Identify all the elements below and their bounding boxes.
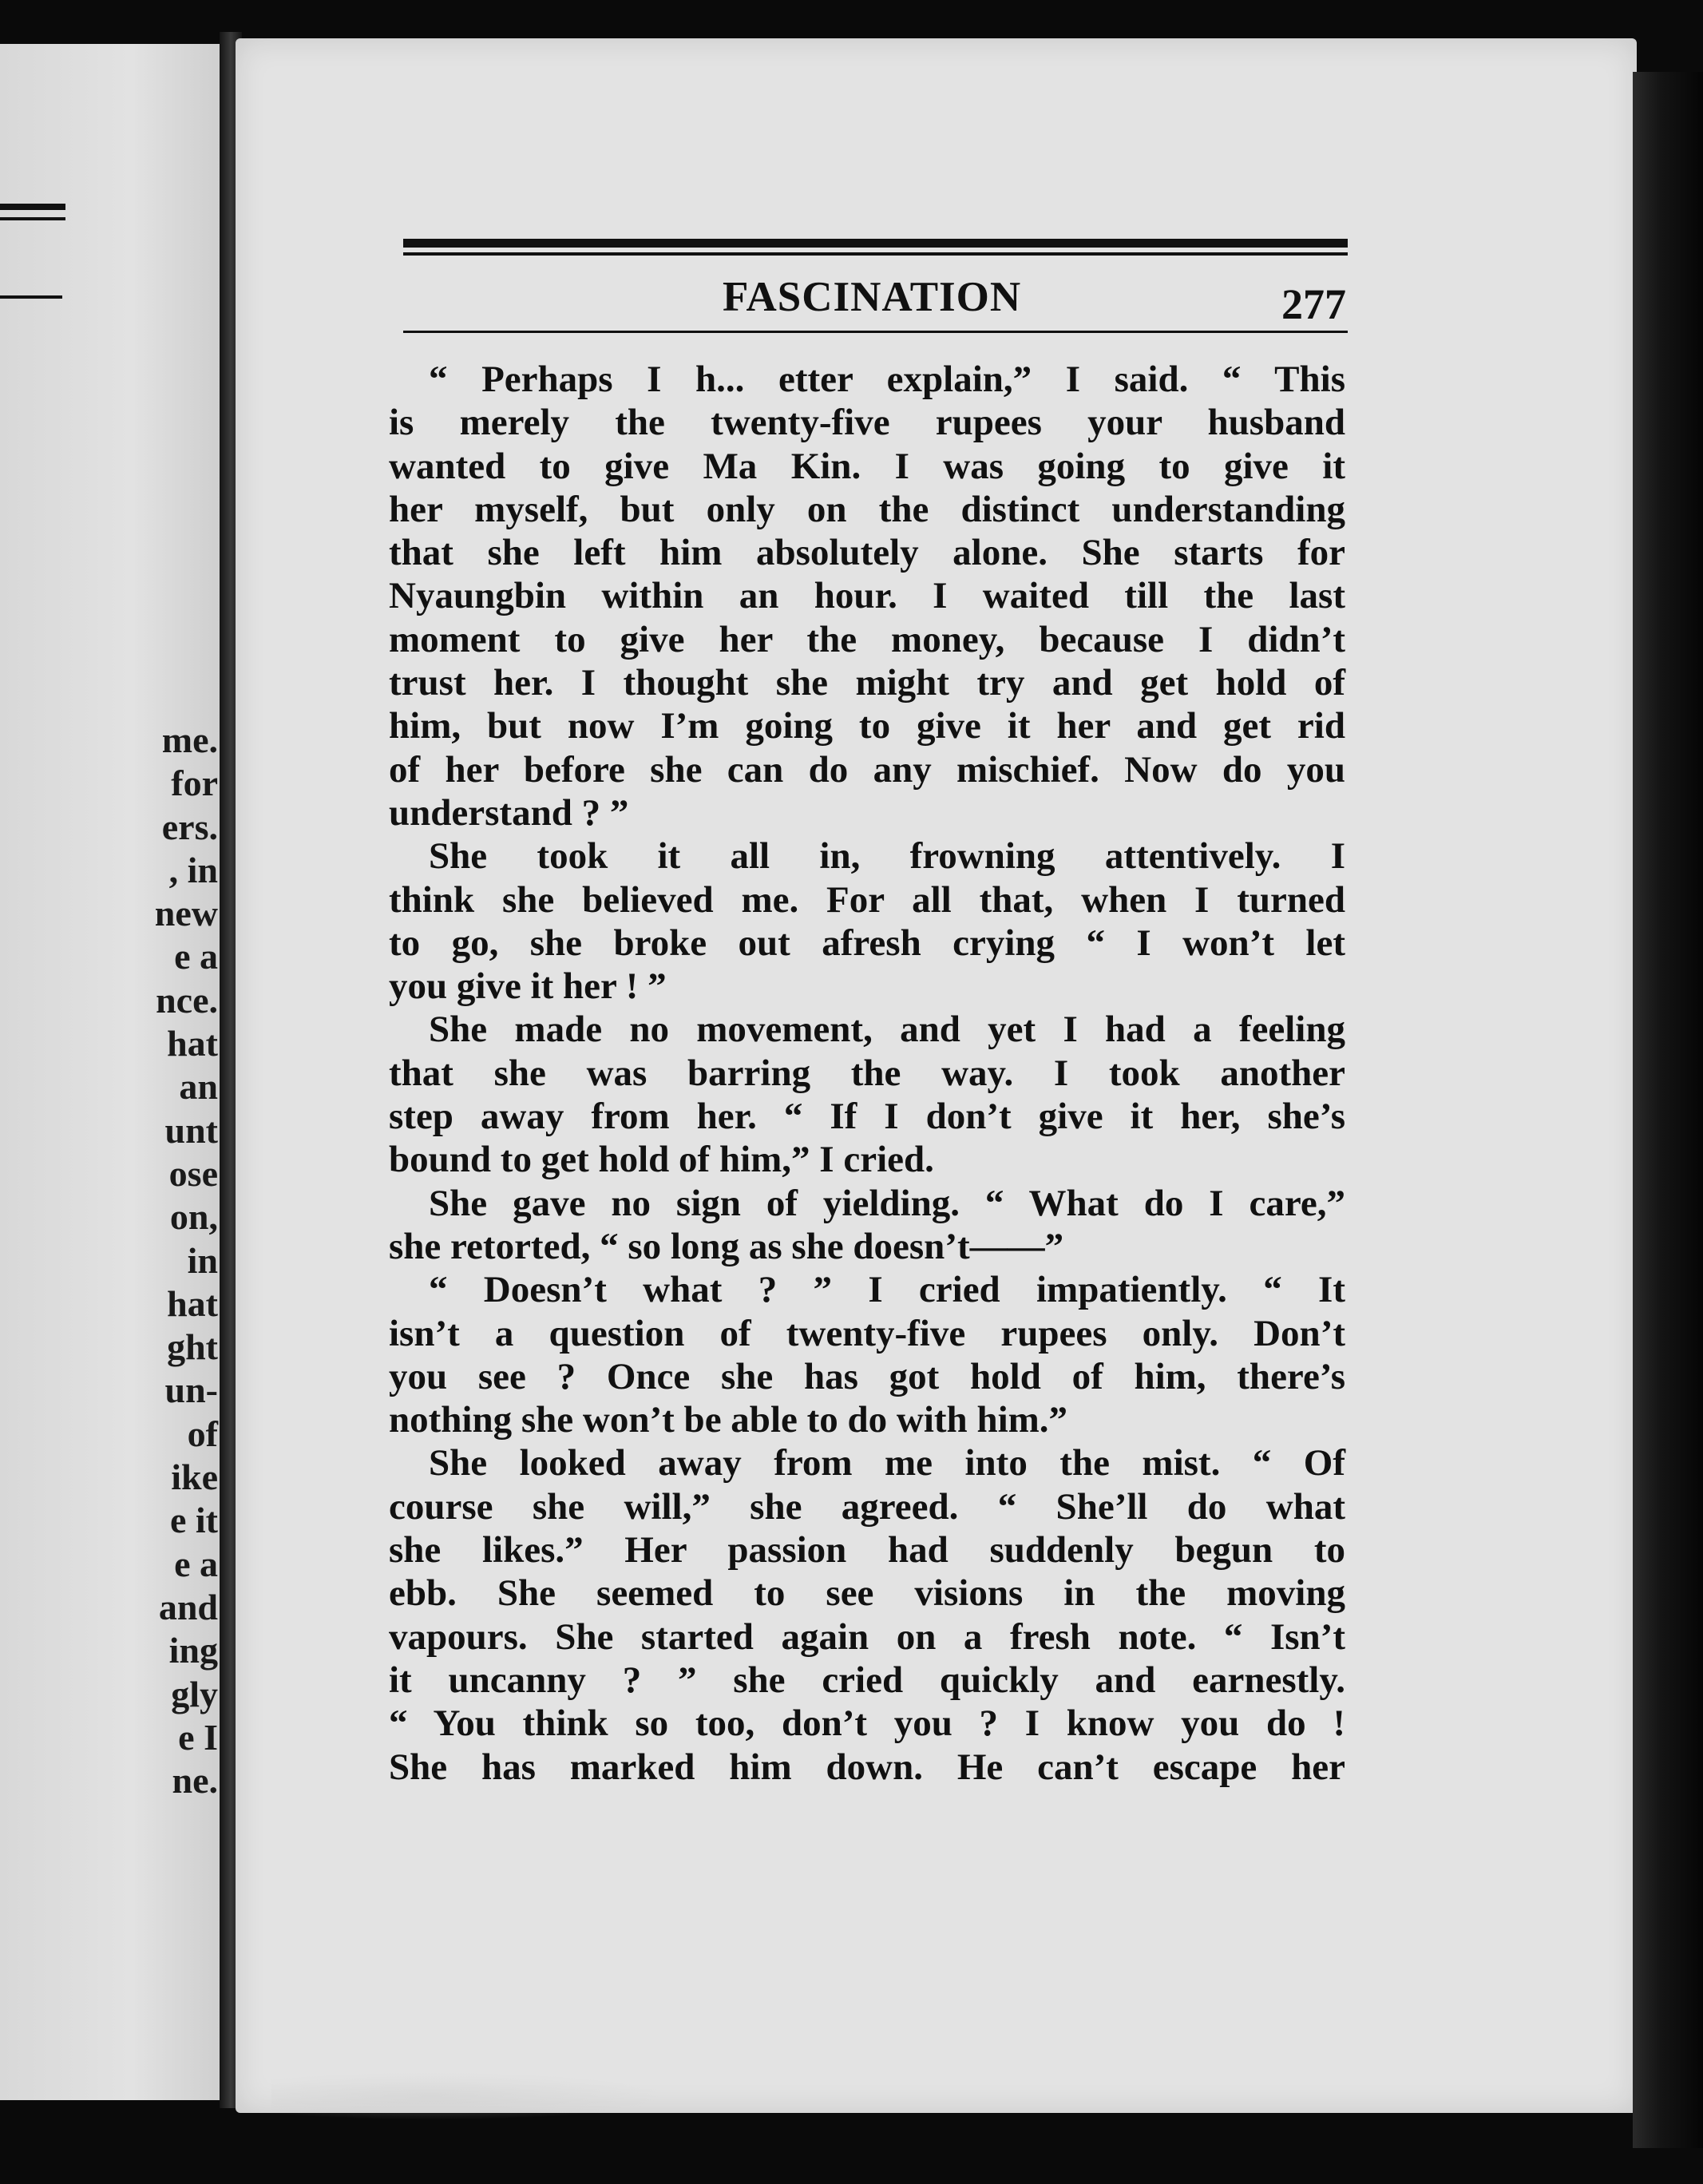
left-page-fragment: and: [158, 1586, 218, 1627]
text-line: bound to get hold of him,” I cried.: [389, 1139, 934, 1181]
left-page-sliver: [0, 44, 220, 2100]
header-rule: [403, 252, 1348, 256]
text-line: understand ? ”: [389, 791, 629, 834]
page-number: 277: [1281, 280, 1346, 328]
text-line: she likes.” Her passion had suddenly begun to: [389, 1529, 1345, 1572]
left-page-fragment: ers.: [161, 806, 218, 847]
text-line: that she left him absolutely alone. She starts for: [389, 532, 1345, 574]
text-line: “ Doesn’t what ? ” I cried impatiently. “ It: [429, 1269, 1345, 1311]
text-line: course she will,” she agreed. “ She’ll do what: [389, 1485, 1345, 1528]
left-page-fragment: nce.: [156, 979, 218, 1021]
text-line: you give it her ! ”: [389, 965, 667, 1008]
left-page-fragment: hat: [167, 1023, 218, 1064]
left-page-fragment: ose: [168, 1152, 218, 1194]
text-line: “ You think so too, don’t you ? I know you do !: [389, 1702, 1345, 1745]
left-page-rule: [0, 204, 65, 210]
text-line: she retorted, “ so long as she doesn’t——”: [389, 1225, 1064, 1267]
header-underline: [403, 331, 1348, 333]
header-rule: [403, 239, 1348, 248]
left-page-fragment: , in: [168, 849, 218, 890]
left-page-fragment: hat: [167, 1282, 218, 1324]
text-line: moment to give her the money, because I didn’t: [389, 618, 1345, 660]
left-page-fragment: an: [179, 1066, 218, 1108]
left-page-rule: [0, 217, 65, 220]
left-page-fragment: new: [154, 893, 218, 934]
left-page-fragment: gly: [171, 1673, 218, 1714]
left-page-fragment: me.: [161, 719, 218, 760]
text-line: him, but now I’m going to give it her and get rid: [389, 705, 1345, 747]
running-title: FASCINATION: [723, 274, 1022, 320]
text-line: isn’t a question of twenty-five rupees only. Don’t: [389, 1312, 1345, 1354]
text-line: wanted to give Ma Kin. I was going to give it: [389, 445, 1345, 487]
text-line: “ Perhaps I h... etter explain,” I said. “ This: [429, 359, 1345, 400]
left-page-fragment: ght: [167, 1326, 218, 1368]
text-line: to go, she broke out afresh crying “ I won’t let: [389, 922, 1345, 964]
text-line: She looked away from me into the mist. “ Of: [429, 1442, 1345, 1484]
text-line: that she was barring the way. I took another: [389, 1052, 1345, 1094]
text-line: She took it all in, frowning attentively. I: [429, 835, 1345, 878]
left-page-fragment: e it: [169, 1500, 218, 1541]
page-edge-shadow: [1633, 72, 1703, 2148]
text-line: nothing she won’t be able to do with him.”: [389, 1399, 1068, 1441]
left-page-fragment: unt: [164, 1109, 218, 1151]
left-page-fragment: ne.: [172, 1760, 218, 1802]
text-line: step away from her. “ If I don’t give it her, she’s: [389, 1096, 1345, 1138]
text-line: of her before she can do any mischief. Now do you: [389, 748, 1345, 791]
text-line: She gave no sign of yielding. “ What do I care,”: [429, 1182, 1345, 1224]
text-line: is merely the twenty-five rupees your husband: [389, 402, 1345, 444]
text-line: She has marked him down. He can’t escape her: [389, 1746, 1345, 1788]
text-line: you see ? Once she has got hold of him, there’s: [389, 1355, 1345, 1397]
scan-debris: [271, 2072, 671, 2120]
left-page-fragment: of: [187, 1413, 218, 1454]
left-page-fragment: on,: [169, 1196, 218, 1238]
text-line: trust her. I thought she might try and get hold of: [389, 662, 1345, 704]
left-page-fragment: e I: [178, 1716, 218, 1758]
left-page-fragment: ing: [168, 1630, 218, 1671]
left-page-fragment: ike: [171, 1457, 218, 1498]
left-page-fragment: for: [171, 763, 218, 804]
text-line: her myself, but only on the distinct understanding: [389, 488, 1345, 530]
body-text: [389, 358, 1345, 1789]
left-page-fragment: un-: [164, 1369, 218, 1411]
left-page-fragment: e a: [174, 936, 218, 977]
text-line: ebb. She seemed to see visions in the moving: [389, 1572, 1345, 1615]
text-line: think she believed me. For all that, when I turned: [389, 878, 1345, 921]
text-line: She made no movement, and yet I had a feeling: [429, 1009, 1345, 1051]
text-line: vapours. She started again on a fresh note. “ Isn’t: [389, 1615, 1345, 1658]
left-page-fragment: e a: [174, 1543, 218, 1584]
text-line: it uncanny ? ” she cried quickly and earnestly.: [389, 1659, 1345, 1701]
left-page-fragment: in: [187, 1239, 218, 1281]
text-line: Nyaungbin within an hour. I waited till the last: [389, 575, 1345, 617]
left-page-rule: [0, 295, 62, 299]
